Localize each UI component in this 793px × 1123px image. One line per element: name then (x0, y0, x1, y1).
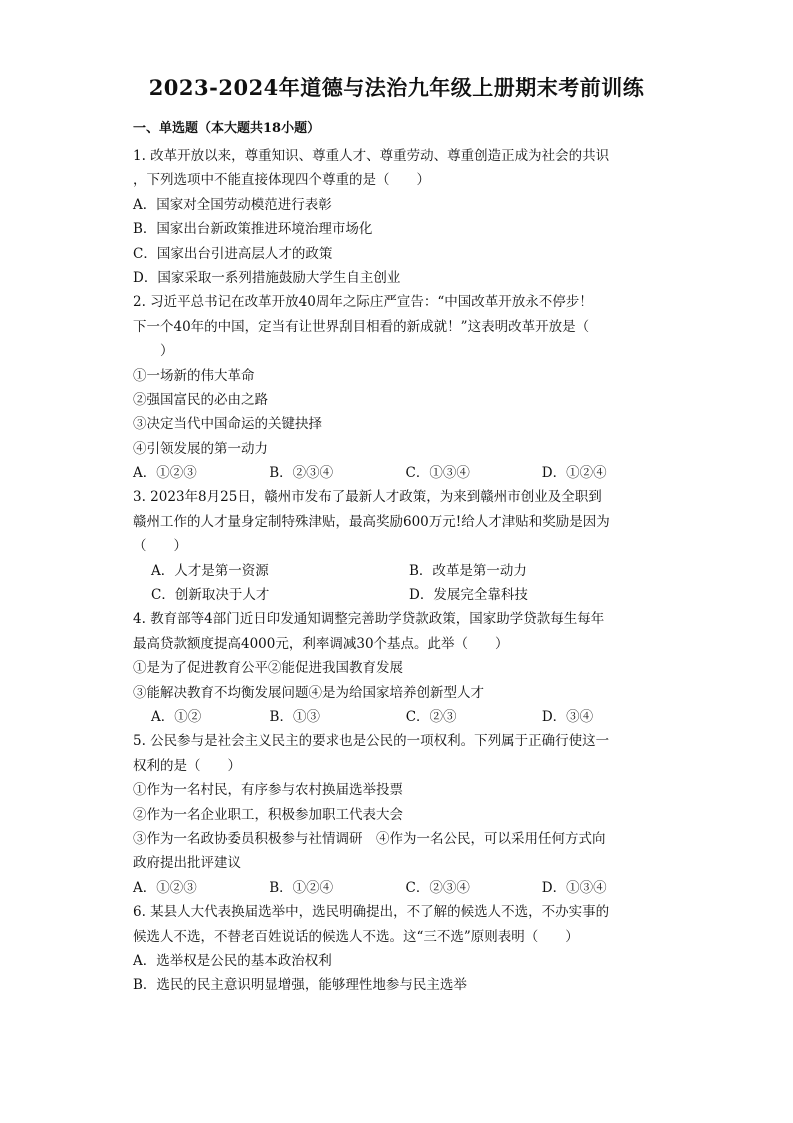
q2-option-a: A．①②③ (133, 465, 197, 482)
section-heading: 一、单选题（本大题共18小题） (133, 121, 321, 136)
q2-item-2: ②强国富民的必由之路 (133, 391, 268, 408)
q2-stem-line2: 下一个40年的中国，定当有让世界刮目相看的新成就！”这表明改革开放是（ (133, 318, 590, 335)
q5-options (133, 876, 678, 900)
question-list (133, 144, 678, 998)
q2-stem-line3: ） (133, 343, 174, 360)
q4-option-d: D．③④ (541, 708, 594, 725)
q6-option-a: A．选举权是公民的基本政治权利 (133, 952, 332, 969)
q4-stem-line2: 最高贷款额度提高4000元，利率调减30个基点。此举（ ） (133, 635, 509, 652)
q4-stem-line1: 4. 教育部等4部门近日印发通知调整完善助学贷款政策，国家助学贷款每生每年 (133, 611, 605, 628)
q1-option-d: D．国家采取一系列措施鼓励大学生自主创业 (133, 269, 401, 286)
q2-option-b: B．②③④ (269, 465, 334, 482)
q4-items-line1: ①是为了促进教育公平②能促进我国教育发展 (133, 660, 403, 677)
q1-option-a: A．国家对全国劳动模范进行表彰 (133, 196, 332, 213)
q5-stem-line2: 权利的是（ ） (133, 757, 241, 774)
q3-option-c: C．创新取决于人才 (151, 587, 270, 604)
q2-item-4: ④引领发展的第一动力 (133, 440, 268, 457)
q5-option-a: A．①②③ (133, 879, 197, 896)
q1-stem-line2: ，下列选项中不能直接体现四个尊重的是（ ） (133, 172, 430, 189)
q3-option-a: A．人才是第一资源 (151, 562, 269, 579)
q4-option-b: B．①③ (269, 708, 320, 725)
q6-stem-line2: 候选人不选，不替老百姓说话的候选人不选。这“三不选”原则表明（ ） (133, 928, 579, 945)
q4-items-line2: ③能解决教育不均衡发展问题④是为给国家培养创新型人才 (133, 684, 484, 701)
q5-option-d: D．①③④ (541, 879, 607, 896)
q2-options (133, 461, 678, 485)
q3-stem-line1: 3. 2023年8月25日，赣州市发布了最新人才政策，为来到赣州市创业及全职到 (133, 489, 602, 506)
q5-option-b: B．①②④ (269, 879, 334, 896)
q2-option-d: D．①②④ (541, 465, 607, 482)
q5-item-2: ②作为一名企业职工，积极参加职工代表大会 (133, 806, 403, 823)
q3-stem-line3: （ ） (133, 538, 187, 555)
q1-option-c: C．国家出台引进高层人才的政策 (133, 245, 333, 262)
q2-option-c: C．①③④ (405, 465, 470, 482)
page-title: 2023-2024年道德与法治九年级上册期末考前训练 (148, 75, 645, 100)
q2-item-1: ①一场新的伟大革命 (133, 367, 255, 384)
q2-stem-line1: 2. 习近平总书记在改革开放40周年之际庄严宣告：“中国改革开放永不停步！ (133, 294, 593, 311)
q5-item-1: ①作为一名村民，有序参与农村换届选举投票 (133, 782, 403, 799)
q3-option-d: D．发展完全靠科技 (409, 587, 528, 604)
q5-option-c: C．②③④ (405, 879, 470, 896)
q3-options-row1 (133, 559, 678, 583)
q3-stem-line2: 赣州工作的人才量身定制特殊津贴，最高奖励600万元!给人才津贴和奖励是因为 (133, 513, 610, 530)
q5-item-3-line1: ③作为一名政协委员积极参与社情调研 ④作为一名公民，可以采用任何方式向 (133, 830, 606, 847)
q4-option-c: C．②③ (405, 708, 457, 725)
q6-stem-line1: 6. 某县人大代表换届选举中，选民明确提出，不了解的候选人不选，不办实事的 (133, 904, 610, 921)
q4-options (133, 705, 678, 729)
q3-option-b: B．改革是第一动力 (409, 562, 527, 579)
q1-option-b: B．国家出台新政策推进环境治理市场化 (133, 221, 373, 238)
q5-stem-line1: 5. 公民参与是社会主义民主的要求也是公民的一项权利。下列属于正确行使这一 (133, 733, 610, 750)
q6-option-b: B．选民的民主意识明显增强，能够理性地参与民主选举 (133, 977, 467, 994)
q2-item-3: ③决定当代中国命运的关键抉择 (133, 416, 322, 433)
q3-options-row2 (133, 583, 678, 607)
q4-option-a: A．①② (151, 708, 202, 725)
q5-item-3-line2: 政府提出批评建议 (133, 855, 241, 872)
q1-stem-line1: 1. 改革开放以来，尊重知识、尊重人才、尊重劳动、尊重创造正成为社会的共识 (133, 148, 610, 164)
